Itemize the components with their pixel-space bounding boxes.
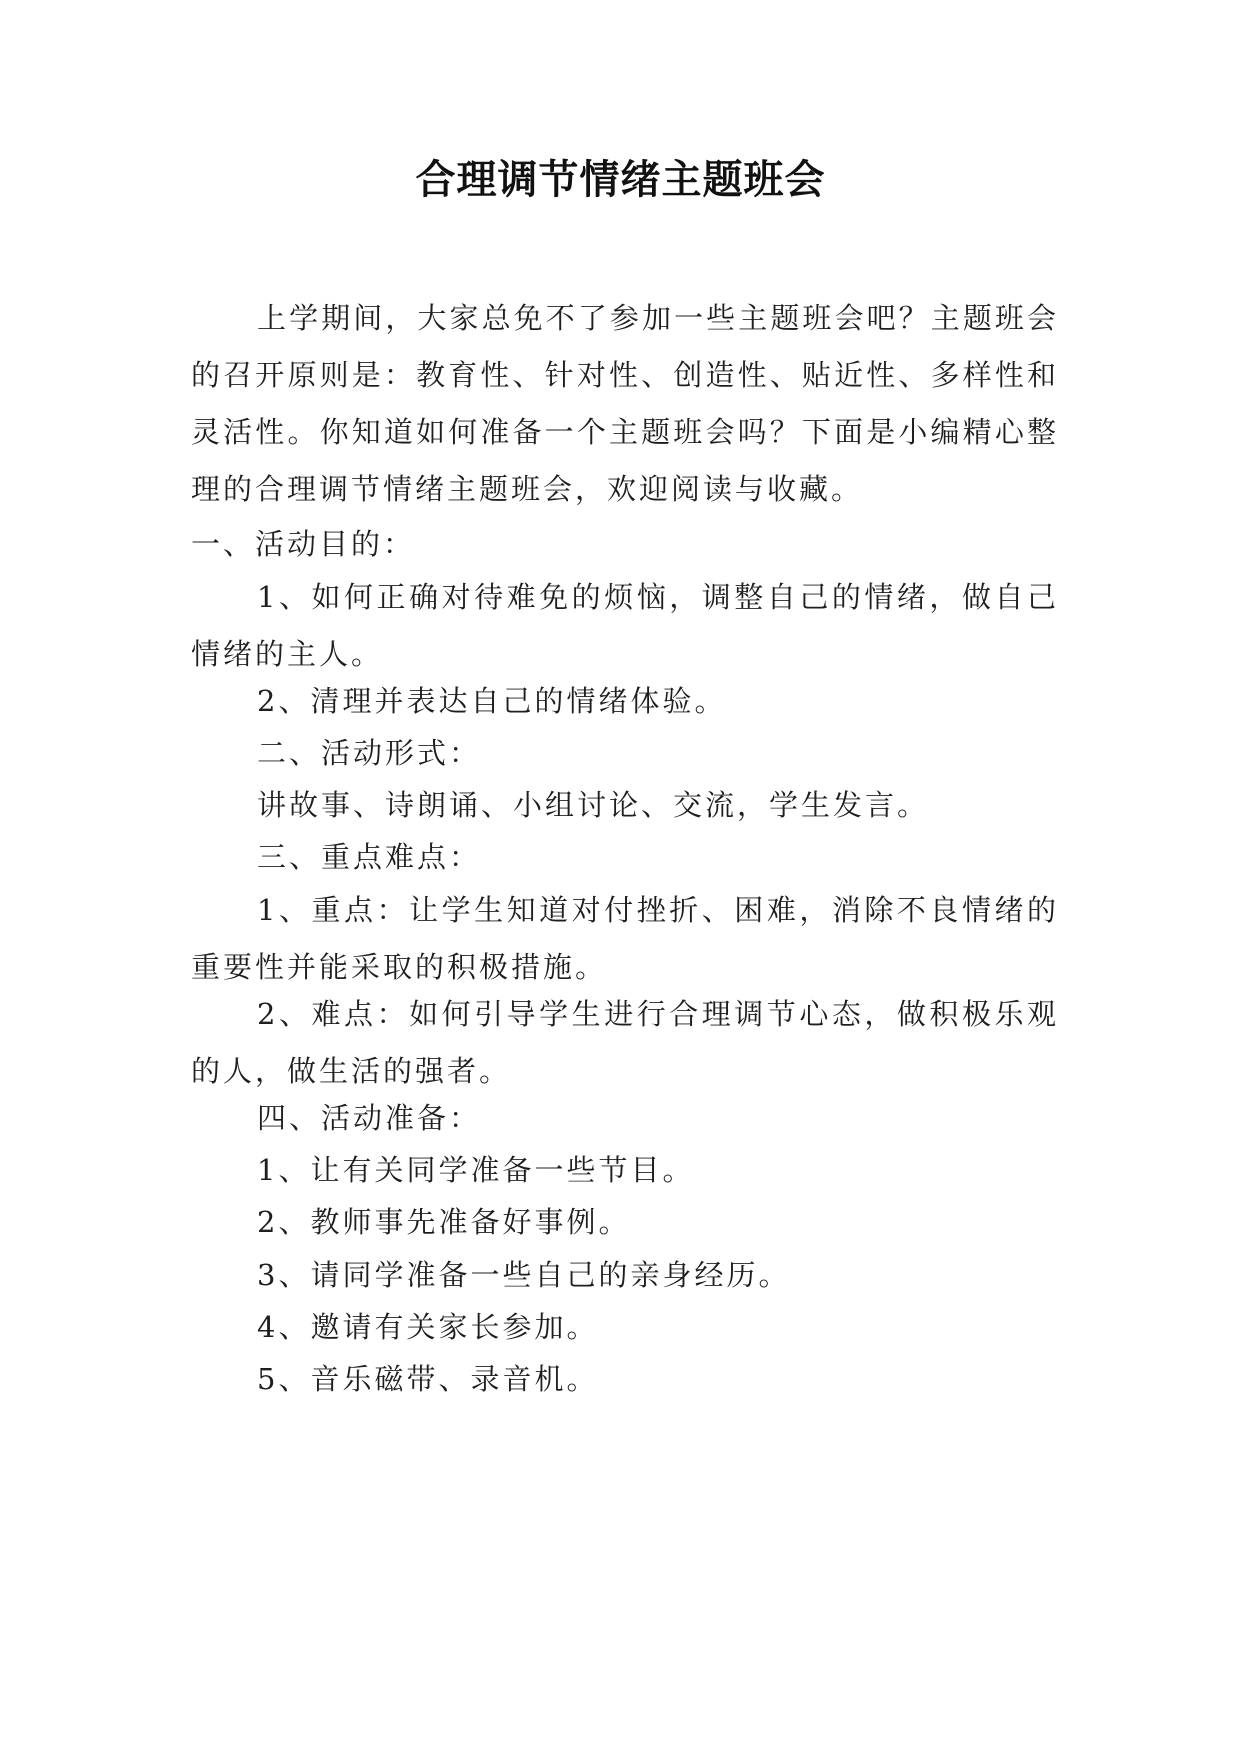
section-heading-objectives: 一、活动目的： xyxy=(191,527,416,561)
preparation-item-5: 5、音乐磁带、录音机。 xyxy=(257,1362,599,1396)
section-heading-format: 二、活动形式： xyxy=(257,736,482,770)
section-heading-preparation: 四、活动准备： xyxy=(257,1101,482,1135)
key-point-item-1: 1、重点：让学生知道对付挫折、困难，消除不良情绪的重要性并能采取的积极措施。 xyxy=(191,893,1059,984)
key-point-item-2: 2、难点：如何引导学生进行合理调节心态，做积极乐观的人，做生活的强者。 xyxy=(191,997,1059,1088)
section-heading-key-points: 三、重点难点： xyxy=(257,840,482,874)
preparation-item-1: 1、让有关同学准备一些节目。 xyxy=(257,1153,695,1187)
objective-item-1: 1、如何正确对待难免的烦恼，调整自己的情绪，做自己情绪的主人。 xyxy=(191,580,1059,671)
preparation-item-4: 4、邀请有关家长参加。 xyxy=(257,1310,599,1344)
format-text: 讲故事、诗朗诵、小组讨论、交流，学生发言。 xyxy=(257,788,930,822)
intro-paragraph: 上学期间，大家总免不了参加一些主题班会吧？主题班会的召开原则是：教育性、针对性、创造性、贴近性、多样性和灵活性。你知道如何准备一个主题班会吗？下面是小编精心整理的合理调节情绪主题班会，欢迎阅读与收藏。 xyxy=(191,301,1059,506)
objective-item-2: 2、清理并表达自己的情绪体验。 xyxy=(257,684,727,718)
document-title: 合理调节情绪主题班会 xyxy=(415,157,826,203)
preparation-item-3: 3、请同学准备一些自己的亲身经历。 xyxy=(257,1258,791,1292)
preparation-item-2: 2、教师事先准备好事例。 xyxy=(257,1205,631,1239)
